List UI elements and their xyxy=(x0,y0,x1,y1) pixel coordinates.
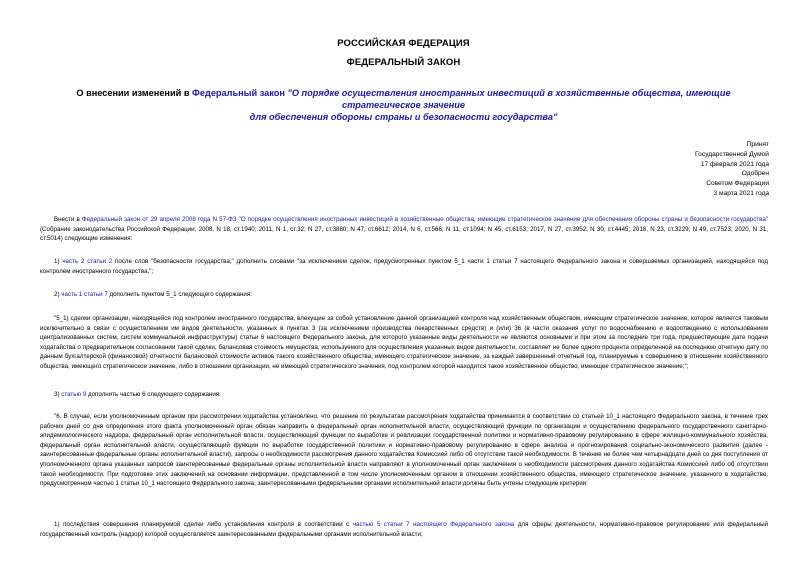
approved-label: Одобрен xyxy=(741,170,769,178)
paragraph-part-6: "6. В случае, если уполномоченным органом при рассмотрении ходатайства установлено, что решение по результатам рассмотрения ходатайства принимается в соответствии со статьей 10_1 настоящего Федерального закона, в течение трех рабочих дней со дня определения этого факта уполномоченный орган обязан направить в федеральный орган исполнительной власти, осуществляющий функции по организации и осуществлению федерального государственного санитарно-эпидемиологического надзора, федеральный орган исполнительной власти, осуществляющий функции по выработке и реализации государственной политики и нормативно-правовому регулированию в сфере жилищно-коммунального хозяйства, федеральный орган исполнительной власти, осуществляющий функции по выработке государственной политики и нормативно-правовому регулированию в сфере анализа и прогнозирования социально-экономического развития (далее - заинтересованные федеральные органы исполнительной власти), запросы о необходимости рассмотрения данного ходатайства Комиссией либо об отсутствии такой необходимости. В течение не более чем четырнадцати дней со дня поступления от уполномоченного органа указанных запросов заинтересованные федеральные органы исполнительной власти направляют в уполномоченный орган заключения о необходимости рассмотрения данного ходатайства Комиссией либо об отсутствии такой необходимости. При подготовке этих заключений на основании информации, представленной в том числе уполномоченным органом в отношении хозяйственного общества, имеющего стратегическое значение, указанного в ходатайстве, предусмотренном частью 1 статьи 10_1 настоящего Федерального закона, заинтересованными федеральными органами исполнительной власти должны быть учтены следующие критерии: xyxy=(40,413,768,488)
paragraph-item-5-1: "5_1) сделки организации, находящейся под контролем иностранного государства, влекущие за собой установление данной организацией контроля над хозяйственным обществом, имеющим стратегическое значение, которое является таковым исключительно в связи с осуществлением им видов деятельности, указанных в пунктах 3 (за исключением производства лекарственных средств) и (или) 36 (в части оказания услуг по водоснабжению и водоотведению с использованием централизованных систем, систем коммунальной инфраструктуры) статьи 6 настоящего Федерального закона, для которого указанные виды деятельности не являются основными и при этом за последние три года, предшествующие дате подачи ходатайства о предварительном согласовании такой сделки, балансовая стоимость имущества, используемого для осуществления указанных видов деятельности, составляет не более одного процента определенной на последнюю отчетную дату по данным бухгалтерской (финансовой) отчетности балансовой стоимости активов такого хозяйственного общества, имеющего стратегическое значение, за каждый завершенный отчетный год, планируемые к совершению в отношении хозяйственного общества, имеющего стратегическое значение, либо в отношении организации, не имеющей стратегического значения, под контролем которой находится такое хозяйственное общество, имеющее стратегическое значение;"; xyxy=(40,315,768,370)
paragraph-item-3: 3) статью 9 дополнить частью 6 следующего содержания: xyxy=(54,391,221,398)
header-country: РОССИЙСКАЯ ФЕДЕРАЦИЯ xyxy=(337,38,470,49)
paragraph-intro: Внести в Федеральный закон от 29 апреля 2008 года N 57-ФЗ "О порядке осуществления иностранных инвестиций в хозяйственные общества, имеющие стратегическое значение для обеспечения обороны страны и безопасности государства" (Собрание законодательства Российской Федерации, 2008, N 18, ст.1940; 2011, N 1, ст.32; N 27, ст.3880; N 47, ст.6612; 2014, N 6, ст.566; N 11, ст.1094; N 45, ст.6153; 2017, N 27, ст.3952; N 30, ст.4445; 2018, N 23, ст.3229; N 49, ст.7523; 2020, N 31, ст.5014) следующие изменения: xyxy=(40,216,768,243)
article-9-link[interactable]: статью 9 xyxy=(61,391,87,398)
article-2-part-2-link[interactable]: часть 2 статьи 2 xyxy=(62,258,113,265)
document-title-line1 xyxy=(40,87,767,111)
accepted-date: 17 февраля 2021 года xyxy=(700,160,769,168)
title-law-name[interactable]: "О порядке осуществления иностранных инвестиций в хозяйственные общества, имеющие стратегическое значение xyxy=(284,88,731,110)
accepted-label: Принят xyxy=(746,141,769,148)
header-doc-type: ФЕДЕРАЛЬНЫЙ ЗАКОН xyxy=(346,57,461,68)
document-title xyxy=(40,87,767,123)
law-2008-link[interactable]: Федеральный закон от 29 апреля 2008 года N 57-ФЗ "О порядке осуществления иностранных инвестиций в хозяйственные общества, имеющие стратегическое значение для обеспечения обороны страны и безопасности государства" xyxy=(81,216,768,223)
document-title-line2[interactable]: для обеспечения обороны страны и безопасности государства" xyxy=(249,112,558,122)
approved-body: Советом Федерации xyxy=(706,180,769,188)
accepted-body: Государственной Думой xyxy=(695,150,769,158)
article-7-part-5-link[interactable]: частью 5 статьи 7 настоящего Федерального закона xyxy=(352,521,515,528)
paragraph-criteria-1: 1) последствия совершения планируемой сделки либо установления контроля в соответствии с частью 5 статьи 7 настоящего Федерального закона для сферы деятельности, нормативно-правовое регулирование или федеральный государственный контроль (надзор) которой осуществляется заинтересованными федеральными органами исполнительной власти; xyxy=(40,521,769,538)
paragraph-item-1: 1) часть 2 статьи 2 после слов "безопасности государства," дополнить словами "за исключением сделок, предусмотренных пунктом 5_1 части 1 статьи 7 настоящего Федерального закона и совершаемых организацией, находящейся под контролем иностранного государства,"; xyxy=(40,258,768,275)
title-prefix: О внесении изменений в xyxy=(76,88,193,98)
paragraph-item-2: 2) часть 1 статьи 7 дополнить пунктом 5_1 следующего содержания: xyxy=(54,291,252,298)
title-law-link[interactable]: Федеральный закон xyxy=(192,88,285,98)
approved-date: 3 марта 2021 года xyxy=(713,189,769,197)
article-7-part-1-link[interactable]: часть 1 статьи 7 xyxy=(61,291,108,298)
adoption-info xyxy=(695,140,769,199)
